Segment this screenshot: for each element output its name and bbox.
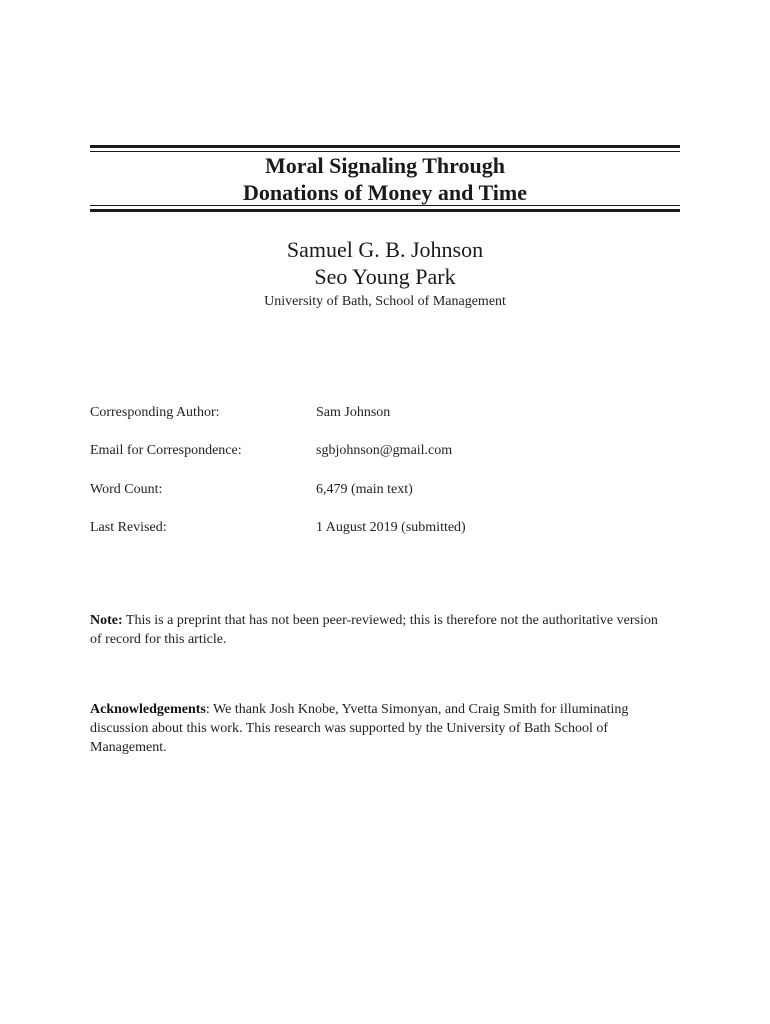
acknowledgements-text: : We thank Josh Knobe, Yvetta Simonyan, and Craig Smith for illuminating discussion about this work. This research was supported by the University of Bath School of Management.	[90, 702, 629, 755]
acknowledgements-heading: Acknowledgements	[90, 702, 206, 717]
metadata-value: 6,479 (main text)	[316, 481, 413, 497]
author-block	[90, 236, 680, 312]
title-bottom-rule	[90, 205, 680, 212]
metadata-label: Last Revised:	[90, 519, 167, 535]
metadata-label: Email for Correspondence:	[90, 443, 242, 459]
metadata-label: Corresponding Author:	[90, 405, 220, 420]
title-line-2: Donations of Money and Time	[242, 180, 527, 205]
note-heading: Note:	[90, 613, 123, 628]
metadata-value: Sam Johnson	[316, 405, 391, 420]
author-name: Seo Young Park	[314, 264, 456, 289]
metadata-value: 1 August 2019 (submitted)	[316, 519, 466, 535]
note-text: This is a preprint that has not been peer-reviewed; this is therefore not the authoritative version of record for this article.	[90, 613, 658, 647]
metadata-value-email: sgbjohnson@gmail.com	[316, 443, 453, 459]
paper-title	[90, 152, 680, 206]
author-name: Samuel G. B. Johnson	[286, 237, 484, 262]
author-affiliation: University of Bath, School of Management	[264, 294, 506, 309]
title-top-rule	[90, 145, 680, 152]
preprint-note	[90, 611, 670, 649]
acknowledgements	[90, 700, 670, 757]
metadata-label: Word Count:	[90, 481, 163, 497]
title-line-1: Moral Signaling Through	[264, 153, 506, 178]
